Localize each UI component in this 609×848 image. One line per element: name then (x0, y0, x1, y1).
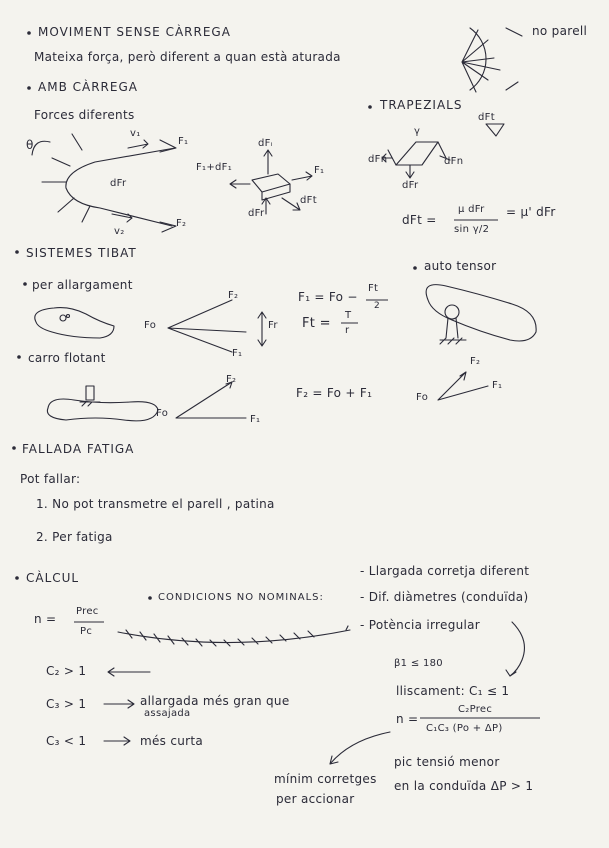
trap-dFr-label: dFr (402, 180, 419, 191)
float-F1-label: F₁ (250, 414, 261, 425)
no-parell-label: no parell (532, 24, 588, 38)
eq1-den: 2 (374, 301, 381, 311)
c2-gt-1: C₂ > 1 (46, 664, 87, 678)
eq2-lhs: Ft = (302, 316, 331, 331)
auto-Fo-label: Fo (416, 392, 429, 403)
n-den: Pc (80, 626, 93, 637)
dFr-label: dFr (110, 178, 127, 189)
tension-F1-label: F₁ (232, 348, 243, 359)
load-subtitle: Forces diferents (34, 108, 135, 122)
section-title-load: AMB CÀRREGA (38, 80, 138, 94)
tension-F2-label: F₂ (228, 290, 239, 301)
no-load-line: Mateixa força, però diferent a quan està aturada (34, 50, 341, 64)
c3-gt-1-note: allargada més gran que (140, 694, 290, 708)
dFr-elem-label: dFr (248, 208, 265, 219)
eq1-num: Ft (368, 283, 379, 294)
section-title-tension: SISTEMES TIBAT (26, 246, 137, 260)
min-belts-2: per accionar (276, 792, 355, 806)
cond-2: - Dif. diàmetres (conduïda) (360, 590, 529, 604)
peak-tension-2: en la conduïda ΔP > 1 (394, 779, 534, 793)
gamma-label: γ (414, 126, 421, 137)
v1-label: v₁ (130, 128, 141, 139)
belt-load-diagram (32, 134, 176, 232)
fatigue-item-2: 2. Per fatiga (36, 530, 113, 544)
c3-gt-1-note2: assajada (144, 708, 191, 719)
float-F2-label: F₂ (226, 374, 237, 385)
non-nominal-title: CONDICIONS NO NOMINALS: (158, 592, 324, 603)
section-title-trapezial: TRAPEZIALS (380, 98, 463, 112)
float-Fo-label: Fo (156, 408, 169, 419)
fatigue-intro: Pot fallar: (20, 472, 81, 486)
elongation-label: per allargament (32, 278, 133, 292)
c3-lt-1: C₃ < 1 (46, 734, 87, 748)
beta-label: β1 ≤ 180 (394, 658, 443, 669)
section-title-calc: CÀLCUL (26, 571, 80, 585)
section-title-fatigue: FALLADA FATIGA (22, 442, 135, 456)
eq2-den: r (345, 325, 350, 336)
F1-label: F₁ (178, 136, 189, 147)
trap-eq-rhs: = μ' dFr (506, 205, 556, 219)
floating-carriage-label: carro flotant (28, 351, 106, 365)
peak-tension-1: pic tensió menor (394, 755, 500, 769)
auto-tensor-label: auto tensor (424, 259, 497, 273)
n-lhs: n = (34, 612, 57, 626)
eq2-num: T (345, 310, 352, 321)
n-num: Prec (76, 606, 99, 617)
auto-tensioner-sketch (426, 285, 536, 400)
dFt-label: dFt (300, 195, 317, 206)
trap-eq-num: μ dFr (458, 204, 485, 215)
n2-num: C₂Prec (458, 704, 493, 715)
auto-F1-label: F₁ (492, 380, 503, 391)
floating-carriage-sketch (47, 382, 246, 421)
tension-Fr-label: Fr (268, 320, 278, 331)
theta-label: θ (26, 138, 34, 152)
trap-dFt-label: dFt (478, 112, 495, 123)
cond-1: - Llargada corretja diferent (360, 564, 530, 578)
F2-label: F₂ (176, 218, 187, 229)
v2-label: v₂ (114, 226, 125, 237)
dFn-left-label: dFn (368, 154, 388, 165)
n2-lhs: n = (396, 712, 419, 726)
F1-elem-label: F₁ (314, 165, 325, 176)
slip-label: lliscament: C₁ ≤ 1 (396, 684, 510, 698)
rotating-pulley-sketch (462, 28, 522, 92)
n2-den: C₁C₃ (Po + ΔP) (426, 723, 503, 734)
cond-3: - Potència irregular (360, 618, 481, 632)
dFn-right-label: dFn (444, 156, 464, 167)
trap-eq-den: sin γ/2 (454, 224, 490, 235)
eq1-lhs: F₁ = Fo − (298, 290, 358, 304)
v-belt-section (382, 124, 504, 178)
tension-Fo-label: Fo (144, 320, 157, 331)
min-belts-1: mínim corretges (274, 772, 377, 786)
F1dF-label: F₁+dF₁ (196, 162, 233, 173)
eq3: F₂ = Fo + F₁ (296, 386, 373, 400)
section-title-no-load: MOVIMENT SENSE CÀRREGA (38, 25, 231, 39)
auto-F2-label: F₂ (470, 356, 481, 367)
dFi-label: dFᵢ (258, 138, 273, 149)
trap-eq-lhs: dFt = (402, 213, 437, 227)
c3-lt-1-note: més curta (140, 734, 204, 748)
fatigue-item-1: 1. No pot transmetre el parell , patina (36, 497, 275, 511)
c3-gt-1: C₃ > 1 (46, 697, 87, 711)
